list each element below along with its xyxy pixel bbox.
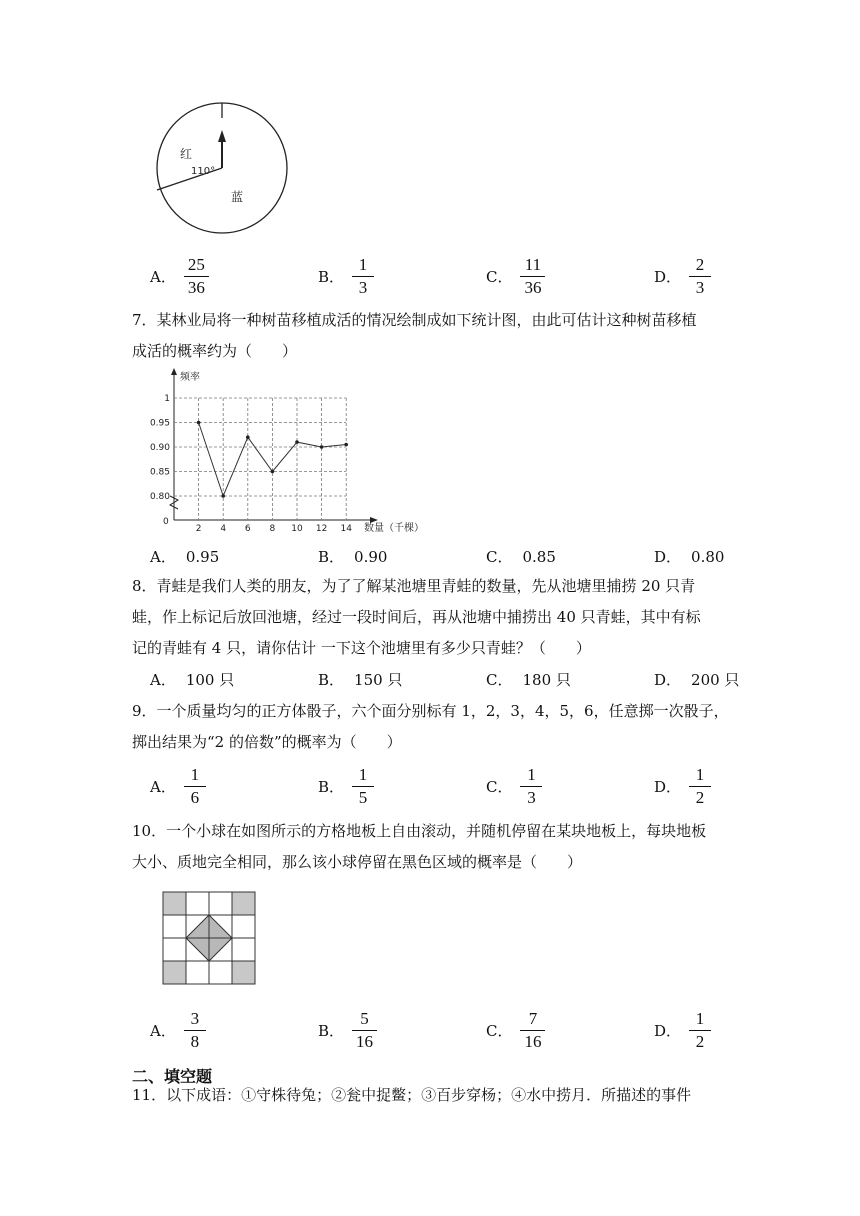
x-axis-label: 数量（千棵） bbox=[364, 523, 424, 534]
fraction: $\frac{5}{16}$ bbox=[354, 1009, 375, 1052]
x-tick-label: 10 bbox=[291, 524, 303, 534]
q6-option-a: A． $\frac{25}{36}$ bbox=[150, 255, 207, 298]
data-point bbox=[295, 440, 299, 444]
x-tick-label: 2 bbox=[195, 524, 202, 534]
q10-option-c: C． $\frac{7}{16}$ bbox=[486, 1009, 543, 1052]
axis-break bbox=[170, 496, 178, 509]
q7-option-b: B． 0.90 bbox=[318, 547, 388, 566]
tile-floor-figure bbox=[162, 891, 256, 985]
q10-text-line1: 10．一个小球在如图所示的方格地板上自由滚动，并随机停留在某块地板上，每块地板 bbox=[132, 822, 707, 840]
q9-option-a: A． $\frac{1}{6}$ bbox=[150, 765, 204, 808]
data-point bbox=[344, 443, 348, 447]
q10-option-b: B． $\frac{5}{16}$ bbox=[318, 1009, 375, 1052]
fraction: $\frac{1}{2}$ bbox=[691, 765, 709, 808]
q7-option-d: D． 0.80 bbox=[654, 547, 725, 566]
section-title: 二、填空题 bbox=[132, 1067, 213, 1086]
q9-text-line2: 掷出结果为“2 的倍数”的概率为（ ） bbox=[132, 733, 402, 751]
q7-option-a: A． 0.95 bbox=[150, 547, 220, 566]
data-point bbox=[221, 494, 225, 498]
data-point bbox=[197, 421, 201, 425]
fraction: $\frac{1}{5}$ bbox=[354, 765, 372, 808]
spinner-figure bbox=[155, 98, 295, 238]
origin-label: 0 bbox=[163, 517, 169, 527]
q8-text-line2: 蛙，作上标记后放回池塘，经过一段时间后，再从池塘中捕捞出 40 只青蛙，其中有标 bbox=[132, 608, 701, 626]
x-tick-label: 12 bbox=[315, 524, 328, 534]
y-axis-label: 频率 bbox=[180, 372, 200, 383]
y-tick-label: 0.95 bbox=[150, 418, 170, 429]
data-point bbox=[320, 445, 324, 449]
fraction: $\frac{11}{36}$ bbox=[522, 255, 543, 298]
q8-text-line1: 8．青蛙是我们人类的朋友，为了了解某池塘里青蛙的数量，先从池塘里捕捞 20 只青 bbox=[132, 577, 696, 595]
q11-text-line1: 11．以下成语：①守株待兔；②瓮中捉鳖；③百步穿杨；④水中捞月．所描述的事件 bbox=[132, 1086, 692, 1104]
spinner-red-label: 红 bbox=[180, 147, 193, 161]
q7-text-line2: 成活的概率约为（ ） bbox=[132, 342, 298, 360]
fraction: $\frac{1}{3}$ bbox=[522, 765, 540, 808]
x-tick-label: 14 bbox=[340, 524, 352, 534]
q6-option-b: B． $\frac{1}{3}$ bbox=[318, 255, 372, 298]
q10-text-line2: 大小、质地完全相同，那么该小球停留在黑色区域的概率是（ ） bbox=[132, 853, 583, 871]
y-tick-label: 0.90 bbox=[150, 443, 170, 453]
q9-option-c: C． $\frac{1}{3}$ bbox=[486, 765, 540, 808]
q6-option-c: C． $\frac{11}{36}$ bbox=[486, 255, 543, 298]
spinner-blue-label: 蓝 bbox=[231, 190, 244, 204]
y-tick-label: 0.85 bbox=[150, 467, 170, 478]
q8-option-b: B． 150 只 bbox=[318, 671, 403, 689]
fraction: $\frac{7}{16}$ bbox=[522, 1009, 543, 1052]
x-tick-label: 8 bbox=[269, 524, 276, 534]
data-point bbox=[246, 435, 250, 439]
q6-option-d: D． $\frac{2}{3}$ bbox=[654, 255, 709, 298]
frequency-line-chart bbox=[150, 368, 440, 536]
q9-text-line1: 9．一个质量均匀的正方体骰子，六个面分别标有 1，2，3，4，5，6，任意掷一次骰子， bbox=[132, 702, 729, 720]
fraction: $\frac{25}{36}$ bbox=[186, 255, 207, 298]
q8-text-line3: 记的青蛙有 4 只，请你估计 一下这个池塘里有多少只青蛙？（ ） bbox=[132, 639, 591, 657]
q7-text-line1: 7．某林业局将一种树苗移植成活的情况绘制成如下统计图，由此可估计这种树苗移植 bbox=[132, 311, 697, 329]
fraction: $\frac{3}{8}$ bbox=[186, 1009, 204, 1052]
q8-option-a: A． 100 只 bbox=[150, 671, 235, 689]
fraction: $\frac{1}{3}$ bbox=[354, 255, 372, 298]
fraction: $\frac{1}{2}$ bbox=[691, 1009, 709, 1052]
y-tick-label: 1 bbox=[164, 394, 170, 404]
spinner-angle-label: 110° bbox=[191, 166, 216, 177]
x-tick-label: 6 bbox=[244, 524, 251, 534]
q10-option-d: D． $\frac{1}{2}$ bbox=[654, 1009, 709, 1052]
data-point bbox=[271, 470, 275, 474]
fraction: $\frac{1}{6}$ bbox=[186, 765, 204, 808]
q9-option-d: D． $\frac{1}{2}$ bbox=[654, 765, 709, 808]
q9-option-b: B． $\frac{1}{5}$ bbox=[318, 765, 372, 808]
q8-option-d: D． 200 只 bbox=[654, 671, 740, 689]
y-tick-label: 0.80 bbox=[150, 492, 170, 502]
q8-option-c: C． 180 只 bbox=[486, 671, 571, 689]
q7-option-c: C． 0.85 bbox=[486, 547, 556, 566]
fraction: $\frac{2}{3}$ bbox=[691, 255, 709, 298]
x-tick-label: 4 bbox=[220, 524, 227, 534]
q10-option-a: A． $\frac{3}{8}$ bbox=[150, 1009, 204, 1052]
